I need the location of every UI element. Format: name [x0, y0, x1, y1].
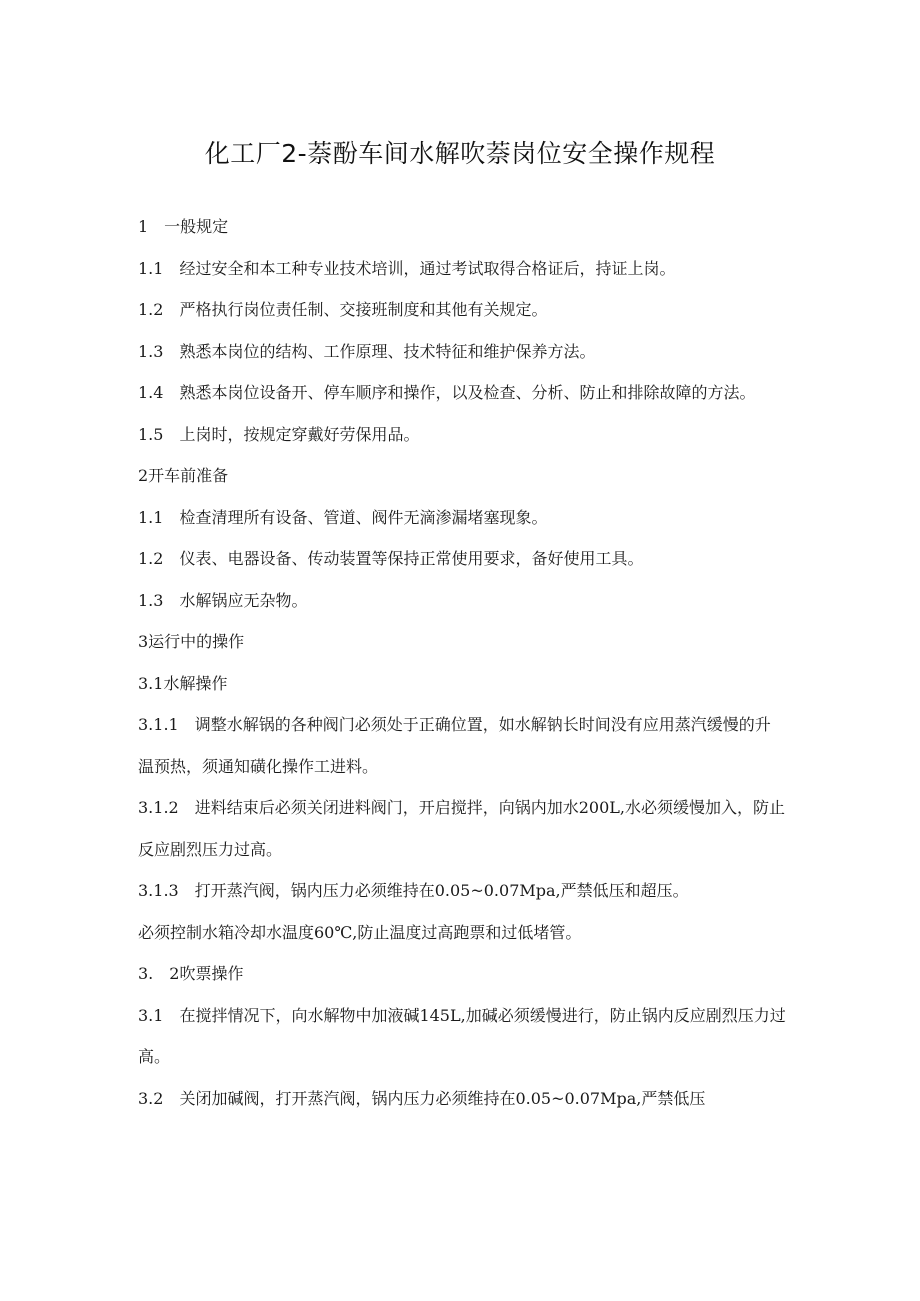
heading-blowing: 3. 2吹票操作 [138, 964, 244, 983]
clause-3-1-3: 3.1.3 打开蒸汽阀，锅内压力必须维持在0.05~0.07Mpa,严禁低压和超压。 [138, 881, 689, 900]
clause-2-1: 1.1 检查清理所有设备、管道、阀件无滴渗漏堵塞现象。 [138, 507, 548, 527]
clause-1-3: 1.3 熟悉本岗位的结构、工作原理、技术特征和维护保养方法。 [138, 341, 596, 361]
document-body [138, 206, 786, 1119]
clause-3-1-1: 3.1.1 调整水解锅的各种阀门必须处于正确位置，如水解钠长时间没有应用蒸汽缓慢的升温预热，须通知磺化操作工进料。 [138, 715, 771, 776]
clause-2-3: 1.3 水解锅应无杂物。 [138, 590, 308, 610]
clause-3-2-2: 3.2 关闭加碱阀，打开蒸汽阀，锅内压力必须维持在0.05~0.07Mpa,严禁低压 [138, 1088, 706, 1108]
clause-3-1-2: 3.1.2 进料结束后必须关闭进料阀门，开启搅拌，向锅内加水200L,水必须缓慢加入，防止反应剧烈压力过高。 [138, 798, 785, 859]
heading-operation: 3运行中的操作 [138, 632, 245, 651]
heading-hydrolysis: 3.1水解操作 [138, 673, 228, 693]
clause-1-4: 1.4 熟悉本岗位设备开、停车顺序和操作，以及检查、分析、防止和排除故障的方法。 [138, 383, 756, 402]
clause-1-2: 1.2 严格执行岗位责任制、交接班制度和其他有关规定。 [138, 300, 548, 319]
document-title: 化工厂2-萘酚车间水解吹萘岗位安全操作规程 [204, 139, 716, 168]
clause-1-1: 1.1 经过安全和本工种专业技术培训，通过考试取得合格证后，持证上岗。 [138, 258, 676, 278]
clause-3-1-3-cont: 必须控制水箱冷却水温度60℃,防止温度过高跑票和过低堵管。 [138, 922, 582, 942]
clause-3-2-1: 3.1 在搅拌情况下，向水解物中加液碱145L,加碱必须缓慢进行，防止锅内反应剧烈压力过高。 [138, 1005, 786, 1066]
heading-general-rules: 1 一般规定 [138, 217, 229, 236]
clause-1-5: 1.5 上岗时，按规定穿戴好劳保用品。 [138, 424, 420, 444]
clause-2-2: 1.2 仪表、电器设备、传动装置等保持正常使用要求，备好使用工具。 [138, 549, 644, 568]
heading-startup-prep: 2开车前准备 [138, 466, 229, 485]
